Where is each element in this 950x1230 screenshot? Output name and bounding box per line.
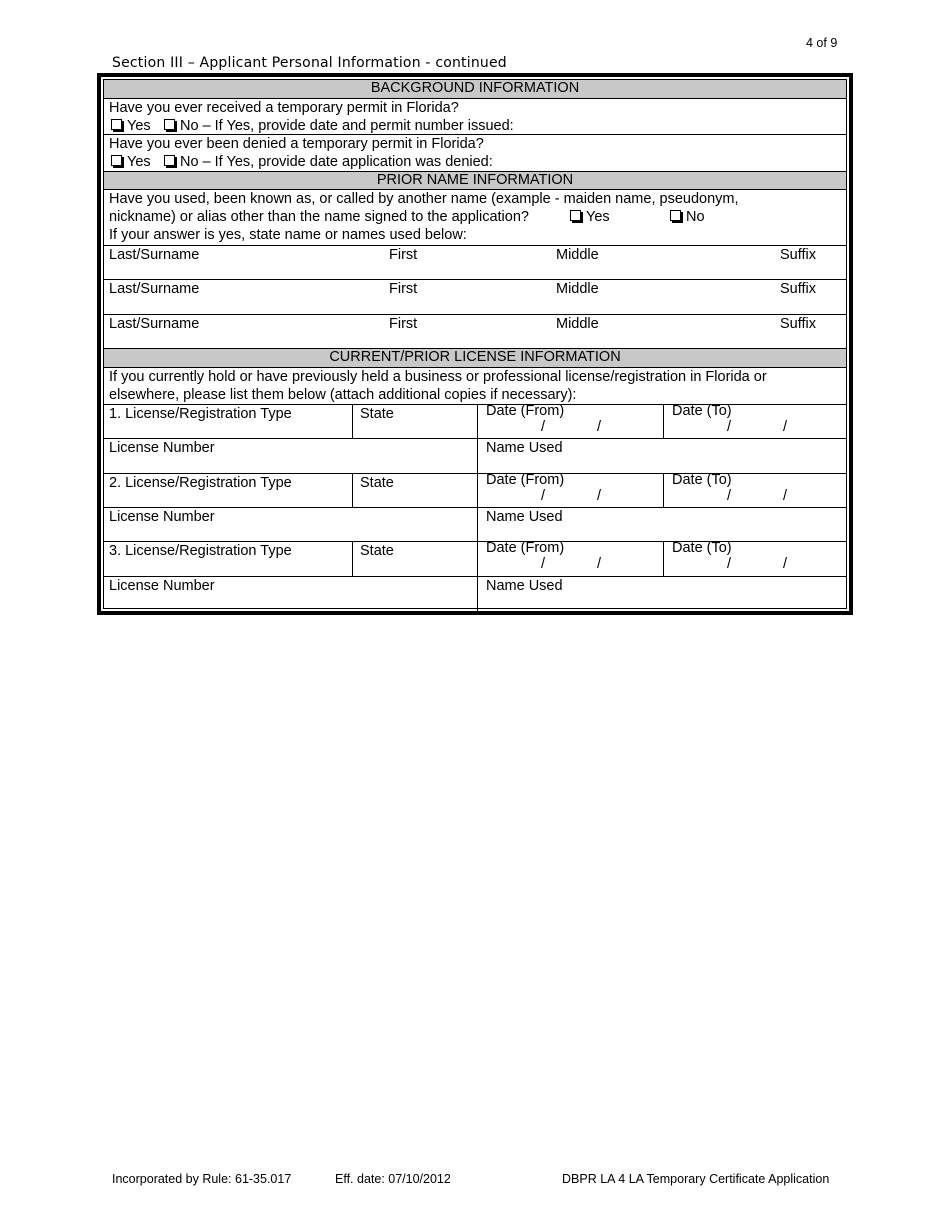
name-used-label: Name Used (486, 578, 563, 594)
date-slash: / (783, 488, 788, 504)
checkbox-icon[interactable] (111, 119, 122, 130)
column-divider (477, 405, 478, 438)
state-label: State (360, 406, 394, 422)
page-number: 4 of 9 (806, 36, 838, 50)
prior-name-yes[interactable]: Yes (570, 208, 610, 226)
checkbox-icon[interactable] (164, 155, 175, 166)
middle-name-label: Middle (556, 316, 599, 332)
column-divider (663, 474, 664, 507)
footer-rule: Incorporated by Rule: 61-35.017 (112, 1172, 292, 1186)
date-slash: / (727, 488, 732, 504)
temp-permit-received-question: Have you ever received a temporary permit in Florida? (109, 100, 459, 116)
suffix-label: Suffix (780, 316, 817, 332)
column-divider (477, 508, 478, 541)
prior-name-no[interactable]: No (670, 208, 705, 226)
column-divider (352, 542, 353, 576)
prior-name-question-line1: Have you used, been known as, or called by another name (example - maiden name, pseudonym, (109, 191, 739, 207)
state-label: State (360, 475, 394, 491)
footer-form-name: DBPR LA 4 LA Temporary Certificate Application (562, 1172, 830, 1186)
license-type-label: 2. License/Registration Type (109, 475, 292, 491)
last-name-label: Last/Surname (109, 316, 200, 332)
date-to-label: Date (To) (672, 403, 732, 419)
checkbox-icon[interactable] (570, 210, 581, 221)
prior-name-row[interactable] (104, 280, 846, 315)
checkbox-icon[interactable] (111, 155, 122, 166)
date-slash: / (727, 419, 732, 435)
date-from-label: Date (From) (486, 472, 565, 488)
state-label: State (360, 543, 394, 559)
column-divider (352, 474, 353, 507)
background-header: BACKGROUND INFORMATION (104, 80, 846, 99)
last-name-label: Last/Surname (109, 247, 200, 263)
license-intro-line1: If you currently hold or have previously held a business or professional license/registration in Florida or (109, 369, 767, 385)
middle-name-label: Middle (556, 247, 599, 263)
middle-name-label: Middle (556, 281, 599, 297)
temp-permit-received-row (104, 99, 846, 135)
column-divider (477, 542, 478, 576)
date-slash: / (541, 556, 546, 572)
license-type-row-1[interactable] (104, 405, 846, 439)
section-title: Section III – Applicant Personal Information - continued (112, 55, 507, 71)
prior-name-question-line2: nickname) or alias other than the name signed to the application? (109, 209, 529, 225)
column-divider (477, 577, 478, 611)
license-type-row-2[interactable] (104, 474, 846, 508)
column-divider (477, 474, 478, 507)
temp-permit-denied-question: Have you ever been denied a temporary permit in Florida? (109, 136, 484, 152)
date-slash: / (541, 488, 546, 504)
date-slash: / (727, 556, 732, 572)
prior-name-question-row (104, 190, 846, 246)
date-slash: / (597, 419, 602, 435)
license-intro-row (104, 368, 846, 405)
temp-permit-received-yes[interactable]: Yes (111, 117, 151, 135)
last-name-label: Last/Surname (109, 281, 200, 297)
date-slash: / (783, 556, 788, 572)
license-type-label: 1. License/Registration Type (109, 406, 292, 422)
license-number-row-3[interactable] (104, 577, 846, 611)
license-number-label: License Number (109, 440, 215, 456)
license-header: CURRENT/PRIOR LICENSE INFORMATION (104, 349, 846, 368)
date-slash: / (597, 488, 602, 504)
license-type-label: 3. License/Registration Type (109, 543, 292, 559)
form-table (103, 79, 847, 609)
date-slash: / (541, 419, 546, 435)
date-slash: / (597, 556, 602, 572)
column-divider (663, 405, 664, 438)
license-number-label: License Number (109, 578, 215, 594)
date-to-label: Date (To) (672, 472, 732, 488)
date-to-label: Date (To) (672, 540, 732, 556)
first-name-label: First (389, 247, 418, 263)
license-number-row-1[interactable] (104, 439, 846, 474)
checkbox-icon[interactable] (670, 210, 681, 221)
date-from-label: Date (From) (486, 540, 565, 556)
footer-eff-date: Eff. date: 07/10/2012 (335, 1172, 451, 1186)
checkbox-icon[interactable] (164, 119, 175, 130)
prior-name-instruction: If your answer is yes, state name or names used below: (109, 227, 467, 243)
first-name-label: First (389, 316, 418, 332)
first-name-label: First (389, 281, 418, 297)
temp-permit-denied-yes[interactable]: Yes (111, 153, 151, 171)
suffix-label: Suffix (780, 281, 817, 297)
prior-name-row[interactable] (104, 246, 846, 280)
name-used-label: Name Used (486, 440, 563, 456)
column-divider (477, 439, 478, 473)
prior-name-header: PRIOR NAME INFORMATION (104, 172, 846, 190)
name-used-label: Name Used (486, 509, 563, 525)
suffix-label: Suffix (780, 247, 817, 263)
prior-name-row[interactable] (104, 315, 846, 349)
license-number-label: License Number (109, 509, 215, 525)
column-divider (663, 542, 664, 576)
license-number-row-2[interactable] (104, 508, 846, 542)
license-type-row-3[interactable] (104, 542, 846, 577)
date-from-label: Date (From) (486, 403, 565, 419)
column-divider (352, 405, 353, 438)
form-frame (97, 73, 853, 615)
date-slash: / (783, 419, 788, 435)
license-intro-line2: elsewhere, please list them below (attach additional copies if necessary): (109, 387, 577, 403)
temp-permit-received-no[interactable]: No – If Yes, provide date and permit number issued: (164, 117, 514, 135)
temp-permit-denied-no[interactable]: No – If Yes, provide date application was denied: (164, 153, 493, 171)
temp-permit-denied-row (104, 135, 846, 172)
